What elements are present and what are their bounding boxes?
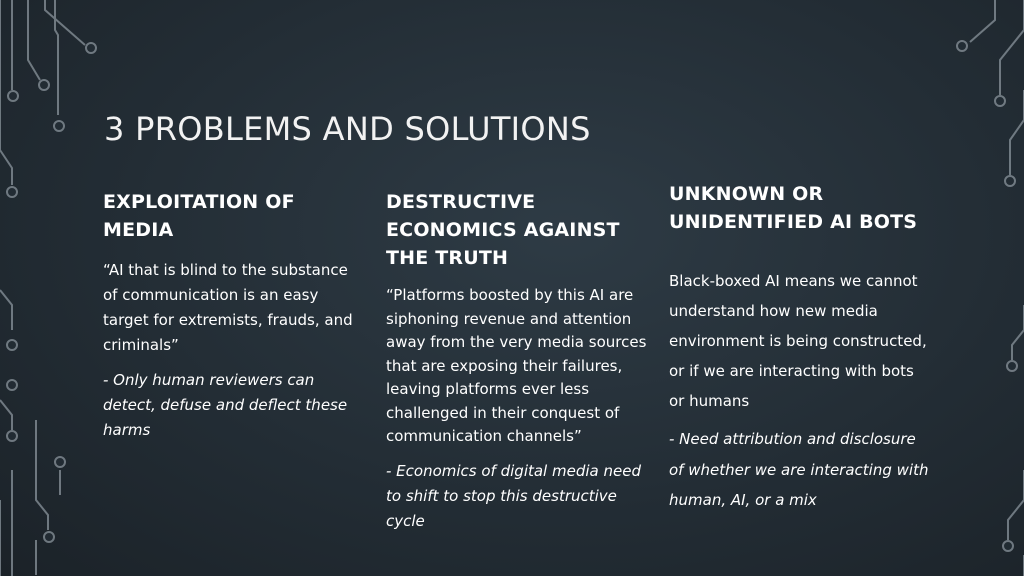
problem-column-2 bbox=[386, 188, 648, 534]
solution-note: - Only human reviewers can detect, defuse and deflect these harms bbox=[103, 371, 348, 439]
problem-heading: EXPLOITATION OF MEDIA bbox=[103, 191, 295, 241]
problem-quote: “AI that is blind to the substance of communication is an easy target for extremists, frauds, and criminals” bbox=[103, 261, 353, 354]
problem-heading: DESTRUCTIVE ECONOMICS AGAINST THE TRUTH bbox=[386, 191, 620, 269]
slide-title: 3 PROBLEMS AND SOLUTIONS bbox=[104, 110, 591, 148]
solution-note: - Economics of digital media need to shift to stop this destructive cycle bbox=[386, 461, 641, 530]
problem-quote: Black-boxed AI means we cannot understand how new media environment is being constructed, or if we are interacting with bots or humans bbox=[669, 272, 927, 410]
problem-heading: UNKNOWN OR UNIDENTIFIED AI BOTS bbox=[669, 183, 918, 233]
problem-column-3 bbox=[669, 180, 931, 516]
solution-note: - Need attribution and disclosure of whether we are interacting with human, AI, or a mix bbox=[669, 430, 929, 509]
problem-column-1 bbox=[103, 188, 365, 443]
problem-quote: “Platforms boosted by this AI are siphoning revenue and attention away from the very media sources that are exposing their failures, leaving platforms ever less challenged in their conquest of communication channels” bbox=[386, 286, 647, 445]
